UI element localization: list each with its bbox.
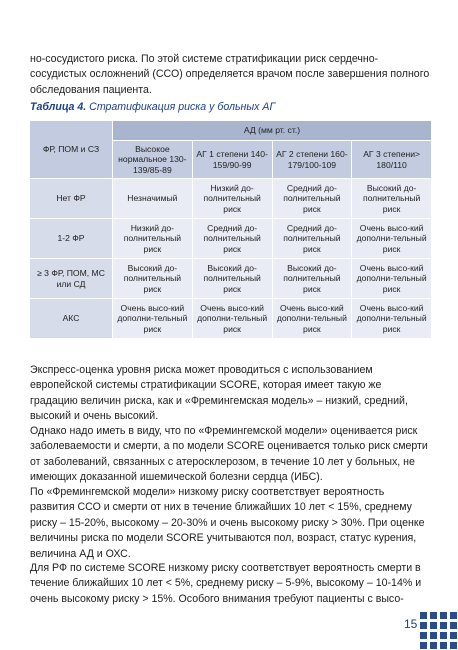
table-row bbox=[30, 259, 431, 298]
table-cell: Средний до-полнительный риск bbox=[193, 219, 272, 258]
table-row bbox=[30, 219, 431, 258]
table-corner-header: ФР, ПОМ и СЗ bbox=[30, 121, 112, 178]
table-cell: Низкий до-полнительный риск bbox=[193, 179, 272, 218]
paragraph-framingham-vs-score: Однако надо иметь в виду, что по «Фремингемской модели» оценивается риск заболеваемости и смерти, а по модели SCORE оценивается только риск смерти от заболеваний, связанных с атеросклерозом, в течение 10 лет у больных, не имеющих доказанной ишемической болезни сердца (ИБС). bbox=[30, 425, 428, 484]
row-label: ≥ 3 ФР, ПОМ, МС или СД bbox=[30, 259, 112, 298]
paragraph-framingham-risk-levels: По «Фремингемской модели» низкому риску соответствует вероятность развития ССО и смерти от них в течение ближайших 10 лет < 15%, среднему риску – 15-20%, высокому – 20-30% и очень высокому риску > 30%. При оценке величины риска по модели SCORE учитываются пол, возраст, статус курения, величина АД и ОХС. bbox=[30, 486, 425, 560]
table-cell: Очень высо-кий дополни-тельный риск bbox=[193, 299, 272, 338]
column-header: АГ 3 степени> 180/110 bbox=[352, 141, 431, 178]
paragraph-score-russia: Для РФ по системе SCORE низкому риску соответствует вероятность смерти в течение ближайших 10 лет < 5%, среднему риску – 5-9%, высокому – 10-14% и очень высокому риску > 15%. Особого внимания требуют пациенты с высо- bbox=[30, 562, 422, 605]
table-caption-title: Стратификация риска у больных АГ bbox=[86, 101, 276, 113]
table-caption bbox=[30, 101, 275, 113]
table-cell: Очень высо-кий дополни-тельный риск bbox=[273, 299, 352, 338]
paragraph-score-intro: Экспресс-оценка уровня риска может проводиться с использованием европейской системы стратификации SCORE, которая имеет такую же градацию величин риска, как и «Фремингемская модель» – низкий, средний, высокий и очень высокий. bbox=[30, 364, 408, 423]
table-cell: Средний до-полнительный риск bbox=[273, 179, 352, 218]
table-group-header: АД (мм рт. ст.) bbox=[113, 121, 431, 140]
table-cell: Очень высо-кий дополни-тельный риск bbox=[352, 219, 431, 258]
table-cell: Высокий до-полнительный риск bbox=[352, 179, 431, 218]
row-label: Нет ФР bbox=[30, 179, 112, 218]
table-cell: Низкий до-полнительный риск bbox=[113, 219, 192, 258]
column-header: АГ 1 степени 140-159/90-99 bbox=[193, 141, 272, 178]
table-cell: Очень высо-кий дополни-тельный риск bbox=[352, 259, 431, 298]
risk-stratification-table bbox=[29, 120, 432, 339]
table-cell: Очень высо-кий дополни-тельный риск bbox=[113, 299, 192, 338]
table-cell: Незначимый bbox=[113, 179, 192, 218]
table-cell: Высокий до-полнительный риск bbox=[273, 259, 352, 298]
table-row bbox=[30, 179, 431, 218]
table-row bbox=[30, 299, 431, 338]
table-caption-label: Таблица 4. bbox=[30, 101, 87, 113]
table-cell: Высокий до-полнительный риск bbox=[193, 259, 272, 298]
row-label: АКС bbox=[30, 299, 112, 338]
table-cell: Высокий до-полнительный риск bbox=[113, 259, 192, 298]
table-cell: Средний до-полнительный риск bbox=[273, 219, 352, 258]
table-cell: Очень высо-кий дополни-тельный риск bbox=[352, 299, 431, 338]
intro-paragraph: но-сосудистого риска. По этой системе стратификации риск сердечно-сосудистых осложнений (ССО) определяется врачом после завершения полного обследования пациента. bbox=[30, 53, 430, 96]
page-number: 15 bbox=[404, 617, 418, 631]
column-header: Высокое нормальное 130-139/85-89 bbox=[113, 141, 192, 178]
row-label: 1-2 ФР bbox=[30, 219, 112, 258]
decorative-square-pattern bbox=[420, 612, 458, 650]
column-header: АГ 2 степени 160-179/100-109 bbox=[273, 141, 352, 178]
